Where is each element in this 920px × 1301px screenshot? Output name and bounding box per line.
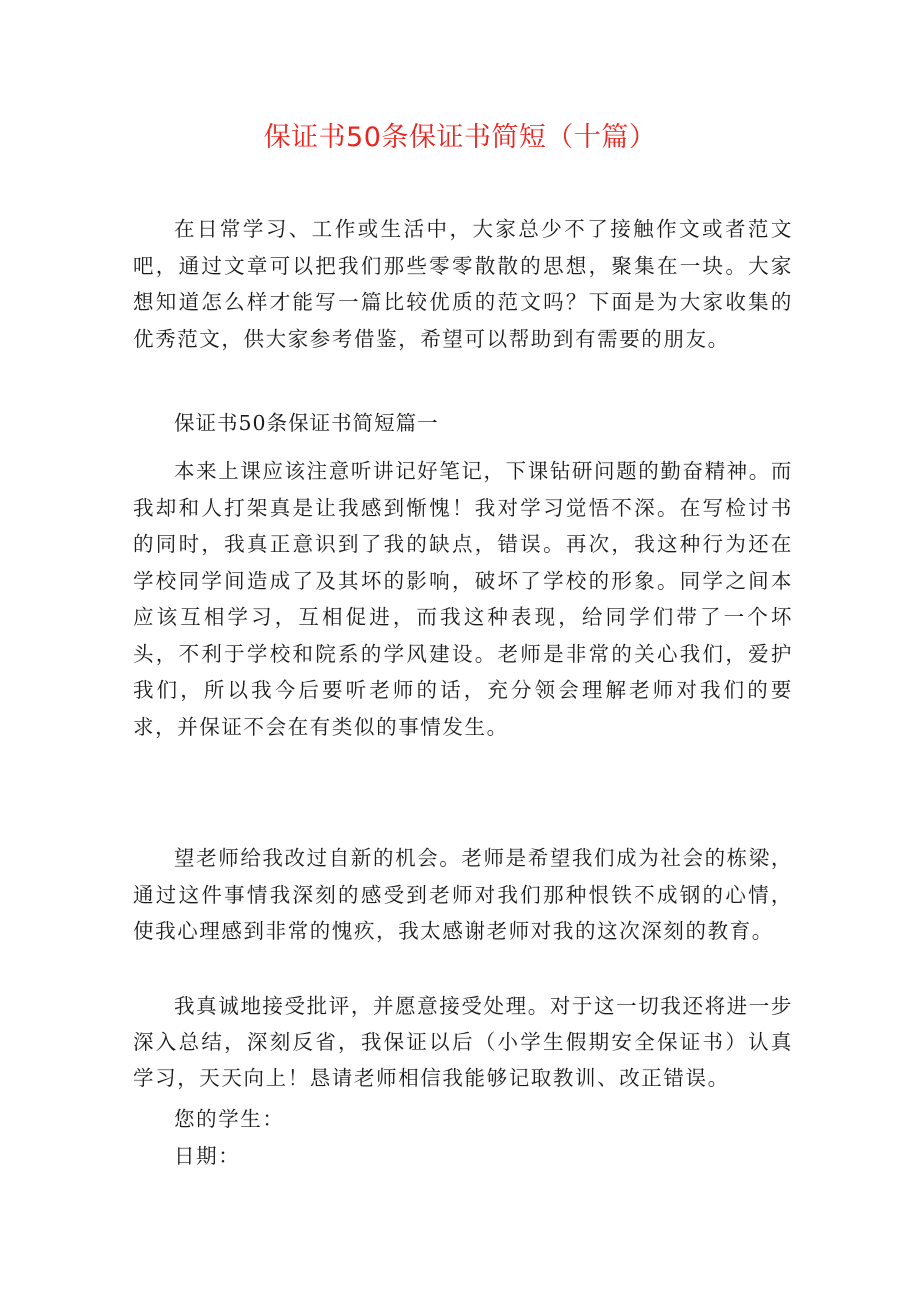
document-title: 保证书50条保证书简短（十篇） bbox=[263, 122, 657, 153]
signature-line: 您的学生： bbox=[174, 1107, 285, 1131]
body-paragraph-2: 望老师给我改过自新的机会。老师是希望我们成为社会的栋梁，通过这件事情我深刻的感受到老师对我们那种恨铁不成钢的心情，使我心理感到非常的愧疚，我太感谢老师对我的这次深刻的教育。 bbox=[133, 846, 793, 943]
body-paragraph-1: 本来上课应该注意听讲记好笔记，下课钻研问题的勤奋精神。而我却和人打架真是让我感到惭愧！我对学习觉悟不深。在写检讨书的同时，我真正意识到了我的缺点，错误。再次，我这种行为还在学校同学间造成了及其坏的影响，破坏了学校的形象。同学之间本应该互相学习，互相促进，而我这种表现，给同学们带了一个坏头，不利于学校和院系的学风建设。老师是非常的关心我们，爱护我们，所以我今后要听老师的话，充分领会理解老师对我们的要求，并保证不会在有类似的事情发生。 bbox=[133, 459, 793, 739]
body-paragraph-3: 我真诚地接受批评，并愿意接受处理。对于这一切我还将进一步深入总结，深刻反省，我保证以后（小学生假期安全保证书）认真学习，天天向上！恳请老师相信我能够记取教训、改正错误。 bbox=[133, 994, 793, 1090]
intro-paragraph: 在日常学习、工作或生活中，大家总少不了接触作文或者范文吧，通过文章可以把我们那些零零散散的思想，聚集在一块。大家想知道怎么样才能写一篇比较优质的范文吗？下面是为大家收集的优秀范文，供大家参考借鉴，希望可以帮助到有需要的朋友。 bbox=[133, 217, 793, 351]
date-line: 日期： bbox=[174, 1144, 241, 1168]
section-heading: 保证书50条保证书简短篇一 bbox=[174, 411, 439, 435]
